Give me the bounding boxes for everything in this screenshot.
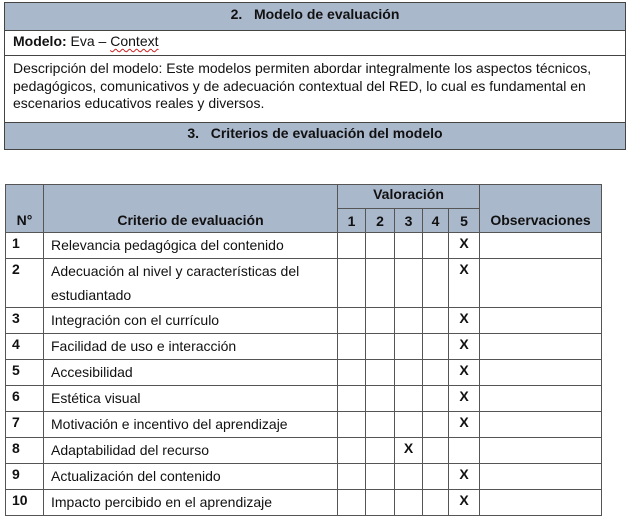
rating-cell-5[interactable]: X xyxy=(449,360,480,386)
rating-cell-5[interactable] xyxy=(449,438,480,464)
row-criterion: Facilidad de uso e interacción xyxy=(44,334,338,360)
rating-cell-5[interactable]: X xyxy=(449,386,480,412)
rating-cell-4[interactable] xyxy=(423,360,449,386)
row-observations[interactable] xyxy=(480,360,602,386)
section-3-header xyxy=(5,123,625,149)
rating-cell-1[interactable] xyxy=(338,360,366,386)
row-number: 9 xyxy=(6,464,44,490)
rating-cell-2[interactable] xyxy=(366,490,395,516)
rating-cell-3[interactable] xyxy=(395,259,423,308)
rating-cell-3[interactable] xyxy=(395,233,423,259)
rating-cell-3[interactable] xyxy=(395,490,423,516)
header-criterion: Criterio de evaluación xyxy=(44,185,338,233)
table-row xyxy=(6,259,602,308)
row-criterion: Relevancia pedagógica del contenido xyxy=(44,233,338,259)
table-row xyxy=(6,386,602,412)
header-scale-1: 1 xyxy=(338,209,366,233)
table-row xyxy=(6,490,602,516)
rating-cell-2[interactable] xyxy=(366,308,395,334)
rating-cell-2[interactable] xyxy=(366,438,395,464)
row-number: 1 xyxy=(6,233,44,259)
row-criterion: Accesibilidad xyxy=(44,360,338,386)
row-observations[interactable] xyxy=(480,490,602,516)
rating-cell-3[interactable] xyxy=(395,386,423,412)
rating-cell-4[interactable] xyxy=(423,233,449,259)
table-row xyxy=(6,233,602,259)
row-criterion: Adaptabilidad del recurso xyxy=(44,438,338,464)
row-number: 5 xyxy=(6,360,44,386)
row-criterion: Motivación e incentivo del aprendizaje xyxy=(44,412,338,438)
rating-cell-5[interactable]: X xyxy=(449,334,480,360)
rating-cell-4[interactable] xyxy=(423,490,449,516)
row-observations[interactable] xyxy=(480,308,602,334)
rating-cell-5[interactable]: X xyxy=(449,490,480,516)
row-observations[interactable] xyxy=(480,386,602,412)
rating-cell-4[interactable] xyxy=(423,308,449,334)
row-criterion: Integración con el currículo xyxy=(44,308,338,334)
model-row xyxy=(5,31,625,56)
rating-cell-4[interactable] xyxy=(423,259,449,308)
rating-cell-3[interactable] xyxy=(395,360,423,386)
table-row xyxy=(6,308,602,334)
rating-cell-4[interactable] xyxy=(423,334,449,360)
section-2-title: Modelo de evaluación xyxy=(253,6,400,22)
rating-cell-3[interactable]: X xyxy=(395,438,423,464)
rating-cell-4[interactable] xyxy=(423,464,449,490)
rating-cell-1[interactable] xyxy=(338,490,366,516)
row-observations[interactable] xyxy=(480,412,602,438)
table-row xyxy=(6,464,602,490)
model-value-prefix: Eva – xyxy=(70,33,111,49)
header-scale-2: 2 xyxy=(366,209,395,233)
row-observations[interactable] xyxy=(480,233,602,259)
rating-cell-1[interactable] xyxy=(338,233,366,259)
header-observations: Observaciones xyxy=(480,185,602,233)
rating-cell-5[interactable]: X xyxy=(449,412,480,438)
rating-cell-1[interactable] xyxy=(338,259,366,308)
rating-cell-5[interactable]: X xyxy=(449,308,480,334)
row-criterion: Actualización del contenido xyxy=(44,464,338,490)
rating-cell-4[interactable] xyxy=(423,386,449,412)
rating-cell-1[interactable] xyxy=(338,334,366,360)
row-number: 7 xyxy=(6,412,44,438)
rating-cell-5[interactable]: X xyxy=(449,464,480,490)
section-3-title: Criterios de evaluación del modelo xyxy=(210,125,443,141)
header-no: N° xyxy=(6,185,44,233)
row-number: 3 xyxy=(6,308,44,334)
rating-cell-5[interactable]: X xyxy=(449,259,480,308)
row-observations[interactable] xyxy=(480,464,602,490)
row-number: 10 xyxy=(6,490,44,516)
header-scale-5: 5 xyxy=(449,209,480,233)
row-observations[interactable] xyxy=(480,438,602,464)
row-observations[interactable] xyxy=(480,259,602,308)
table-row xyxy=(6,360,602,386)
rating-cell-2[interactable] xyxy=(366,386,395,412)
section-3-number: 3. xyxy=(187,125,200,141)
table-row xyxy=(6,412,602,438)
header-scale-3: 3 xyxy=(395,209,423,233)
rating-cell-1[interactable] xyxy=(338,464,366,490)
rating-cell-4[interactable] xyxy=(423,438,449,464)
model-section-box xyxy=(4,2,626,150)
rating-cell-4[interactable] xyxy=(423,412,449,438)
rating-cell-1[interactable] xyxy=(338,386,366,412)
rating-cell-2[interactable] xyxy=(366,233,395,259)
rating-cell-1[interactable] xyxy=(338,438,366,464)
table-row xyxy=(6,334,602,360)
row-number: 6 xyxy=(6,386,44,412)
row-observations[interactable] xyxy=(480,334,602,360)
row-criterion: Estética visual xyxy=(44,386,338,412)
rating-cell-3[interactable] xyxy=(395,308,423,334)
row-number: 2 xyxy=(6,259,44,308)
table-row xyxy=(6,438,602,464)
rating-cell-3[interactable] xyxy=(395,412,423,438)
rating-cell-2[interactable] xyxy=(366,464,395,490)
model-label: Modelo: xyxy=(13,33,67,49)
rating-cell-3[interactable] xyxy=(395,464,423,490)
rating-cell-1[interactable] xyxy=(338,308,366,334)
criteria-table xyxy=(5,184,602,516)
rating-cell-2[interactable] xyxy=(366,412,395,438)
rating-cell-5[interactable]: X xyxy=(449,233,480,259)
rating-cell-2[interactable] xyxy=(366,259,395,308)
section-2-number: 2. xyxy=(230,6,243,22)
header-scale-4: 4 xyxy=(423,209,449,233)
model-description: Descripción del modelo: Este modelos permiten abordar integralmente los aspectos técnicos, pedagógicos, comunicativos y de adecuación contextual del RED, lo cual es fundamental en escenarios educativos reales y diversos. xyxy=(5,56,625,123)
row-criterion: Impacto percibido en el aprendizaje xyxy=(44,490,338,516)
header-rating: Valoración xyxy=(338,185,480,209)
rating-cell-2[interactable] xyxy=(366,360,395,386)
row-criterion: Adecuación al nivel y características del estudiantado xyxy=(44,259,338,308)
rating-cell-3[interactable] xyxy=(395,334,423,360)
rating-cell-2[interactable] xyxy=(366,334,395,360)
row-number: 8 xyxy=(6,438,44,464)
rating-cell-1[interactable] xyxy=(338,412,366,438)
section-2-header xyxy=(5,3,625,31)
model-value-word: Context xyxy=(110,33,159,49)
row-number: 4 xyxy=(6,334,44,360)
